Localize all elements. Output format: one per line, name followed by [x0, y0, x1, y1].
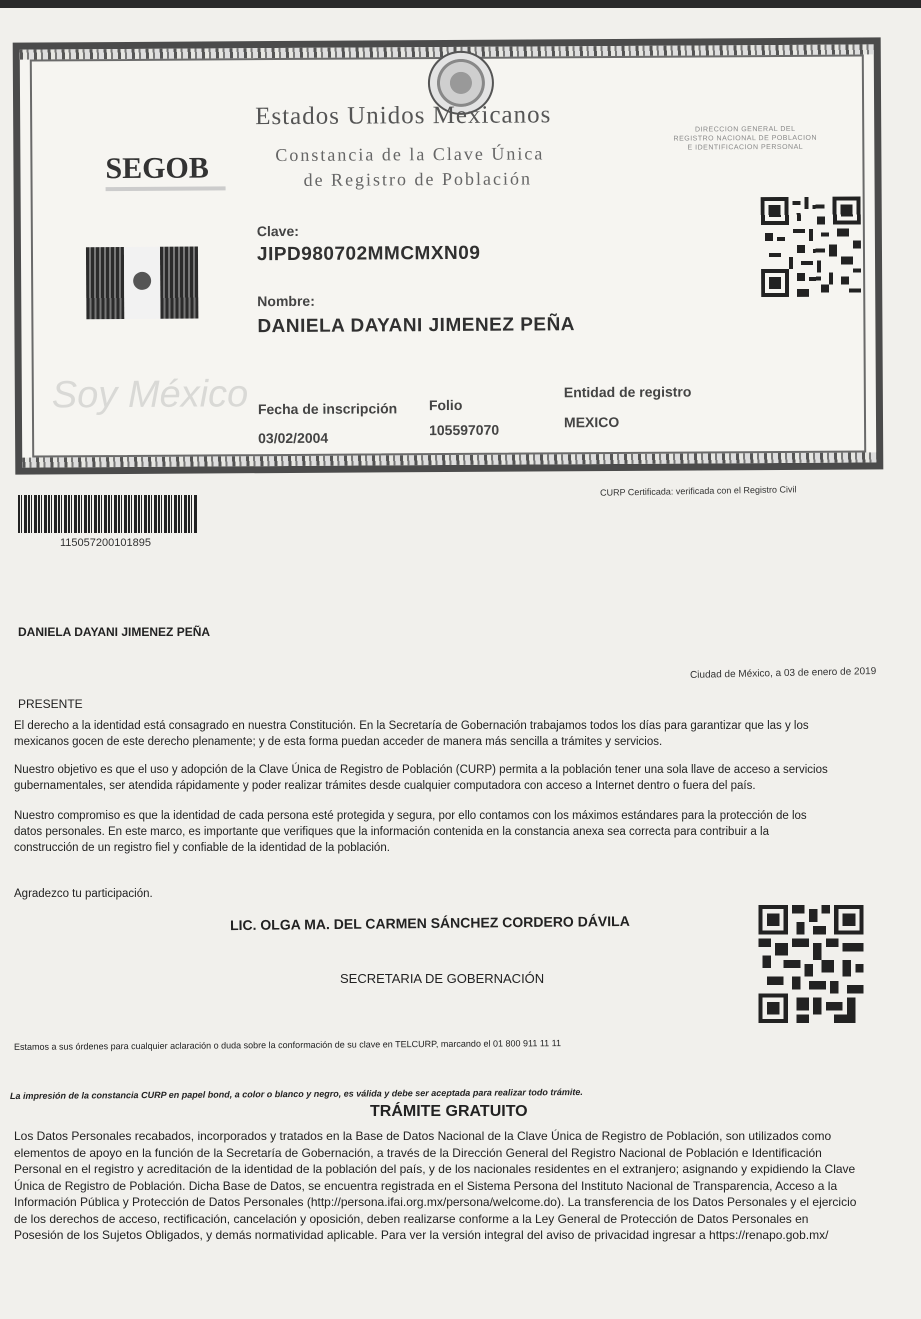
letter-paragraph-1: El derecho a la identidad está consagrado en nuestra Constitución. En la Secretaría de Gobernación trabajamos todos los días para garantizar que las y los mexicanos gocen de este derecho plenamente; y de esta forma puedan acceder de manera más sencilla a trámites y servicios. — [14, 720, 809, 748]
barcode-number: 115057200101895 — [60, 537, 151, 549]
letter-recipient: DANIELA DAYANI JIMENEZ PEÑA — [18, 625, 211, 639]
mexico-flag-icon — [86, 247, 198, 320]
nombre-value: DANIELA DAYANI JIMENEZ PEÑA — [257, 314, 576, 338]
nombre-label: Nombre: — [257, 292, 315, 310]
privacy-notice: Los Datos Personales recabados, incorporados y tratados en la Base de Datos Nacional de la Clave Única de Registro de Población, son utilizados como elementos de apoyo en la función de la Secretaría de Gobernación, a través de la Dirección General del Registro Nacional de Población e Identificación Personal en el registro y acreditación de la identidad de la población del país, y de los nacionales residentes en el extranjero; asignando y expidiendo la Clave Única de Registro de Población. Dicha Base de Datos, se encuentra registrada en el Sistema Persona del Instituto Nacional de Transparencia, Acceso a la Información Pública y Protección de Datos Personales (http://persona.ifai.org.mx/persona/welcome.do). La transferencia de los Datos Personales y el ejercicio de los derechos de acceso, rectificación, cancelación y oposición, deben realizarse conforme a la Ley General de Protección de Datos Personales en Posesión de los Sujetos Obligados, y demás normatividad aplicable. Para ver la versión integral del aviso de privacidad ingresar a https://renapo.gob.mx/ — [14, 1129, 857, 1242]
entidad-registro-label: Entidad de registro — [563, 383, 692, 401]
barcode — [18, 495, 198, 533]
print-validity-note: La impresión de la constancia CURP en papel bond, a color o blanco y negro, es válida y debe ser aceptada para realizar todo trámite. — [9, 1087, 583, 1101]
folio-label: Folio — [428, 396, 463, 414]
top-edge — [0, 0, 921, 8]
qr-code-2-icon — [758, 905, 864, 1023]
curp-certified-note: CURP Certificada: verificada con el Registro Civil — [599, 484, 797, 498]
curp-certificate — [13, 37, 884, 474]
folio-value: 105597070 — [429, 421, 500, 439]
signer-title: SECRETARIA DE GOBERNACIÓN — [340, 971, 545, 986]
contact-note: Estamos a sus órdenes para cualquier aclaración o duda sobre la conformación de su clave en TELCURP, marcando el 01 800 911 11 11 — [13, 1038, 562, 1052]
soy-mexico-watermark: Soy México — [51, 373, 249, 417]
letter-paragraph-2: Nuestro objetivo es que el uso y adopción de la Clave Única de Registro de Población (CURP) permita a la población tener una sola llave de acceso a servicios gubernamentales, ser atendida rápidamente y poder realizar trámites desde cualquier computadora con acceso a Internet dentro o fuera del país. — [14, 764, 828, 792]
segob-logo-underline — [106, 186, 226, 191]
segob-logo: SEGOB — [105, 151, 209, 186]
fecha-inscripcion-value: 03/02/2004 — [258, 429, 329, 447]
letter-greeting: PRESENTE — [18, 697, 83, 711]
free-procedure-heading: TRÁMITE GRATUITO — [370, 1103, 528, 1120]
entidad-registro-value: MEXICO — [563, 413, 620, 431]
agency-right-text: DIRECCION GENERAL DEL REGISTRO NACIONAL DE POBLACION E IDENTIFICACION PERSONAL — [673, 125, 818, 152]
signer-name: LIC. OLGA MA. DEL CARMEN SÁNCHEZ CORDERO DÁVILA — [229, 912, 630, 934]
certificate-subtitle-1: Constancia de la Clave Única — [275, 143, 545, 166]
clave-label: Clave: — [256, 222, 299, 240]
certificate-title: Estados Unidos Mexicanos — [255, 101, 552, 131]
letter-paragraph-3: Nuestro compromiso es que la identidad de cada persona esté protegida y segura, por ello contamos con los máximos estándares para la protección de los datos personales. En este marco, es importante que verifiques que la información contenida en la constancia anexa sea correcta para contribuir a la construcción de un registro fiel y confiable de la identidad de la población. — [14, 810, 807, 854]
letter-place-date: Ciudad de México, a 03 de enero de 2019 — [689, 666, 877, 681]
certificate-subtitle-2: de Registro de Población — [303, 168, 533, 190]
fecha-inscripcion-label: Fecha de inscripción — [257, 400, 398, 418]
qr-code-icon — [761, 196, 862, 297]
letter-thanks: Agradezco tu participación. — [14, 888, 153, 900]
clave-value: JIPD980702MMCMXN09 — [256, 242, 481, 266]
